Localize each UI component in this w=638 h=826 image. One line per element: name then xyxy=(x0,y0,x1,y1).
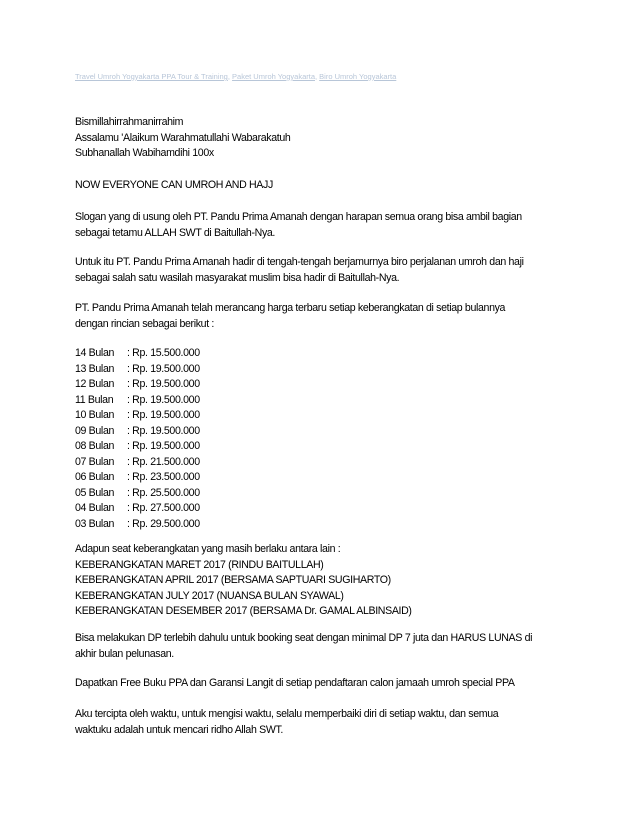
departure-item: KEBERANGKATAN DESEMBER 2017 (BERSAMA Dr. GAMAL ALBINSAID) xyxy=(75,605,412,617)
price-amount: : Rp. 25.500.000 xyxy=(127,486,200,499)
price-row xyxy=(75,501,575,517)
price-amount: : Rp. 19.500.000 xyxy=(127,440,200,452)
paragraph-closing xyxy=(75,707,575,738)
price-duration: 12 Bulan xyxy=(75,378,115,390)
paragraph-dp xyxy=(75,631,575,662)
paragraph-pricing xyxy=(75,301,575,332)
greeting-line: Assalamu 'Alaikum Warahmatullahi Wabarakatuh xyxy=(75,131,291,144)
paragraph-slogan xyxy=(75,210,575,241)
header-link-travel[interactable]: Travel Umroh Yogyakarta PPA Tour & Training xyxy=(75,72,228,81)
price-duration: 13 Bulan xyxy=(75,362,115,375)
paragraph-line: Untuk itu PT. Pandu Prima Amanah hadir di tengah-tengah berjamurnya biro perjalanan umroh dan haji xyxy=(75,256,524,268)
price-amount: : Rp. 27.500.000 xyxy=(127,502,200,514)
price-row xyxy=(75,408,575,424)
headline-text: NOW EVERYONE CAN UMROH AND HAJJ xyxy=(75,179,273,191)
price-duration: 10 Bulan xyxy=(75,409,115,421)
price-amount: : Rp. 19.500.000 xyxy=(127,362,200,375)
paragraph-line: sebagai salah satu wasilah masyarakat muslim bisa hadir di Baitullah-Nya. xyxy=(75,271,400,284)
departure-item: KEBERANGKATAN APRIL 2017 (BERSAMA SAPTUARI SUGIHARTO) xyxy=(75,574,391,586)
price-amount: : Rp. 23.500.000 xyxy=(127,471,200,483)
paragraph-intro xyxy=(75,255,575,286)
price-duration: 03 Bulan xyxy=(75,517,115,530)
departure-item: KEBERANGKATAN JULY 2017 (NUANSA BULAN SYAWAL) xyxy=(75,589,344,602)
price-duration: 14 Bulan xyxy=(75,347,115,359)
price-row xyxy=(75,486,575,502)
paragraph-line: dengan rincian sebagai berikut : xyxy=(75,317,214,330)
price-amount: : Rp. 19.500.000 xyxy=(127,393,200,406)
price-amount: : Rp. 29.500.000 xyxy=(127,517,200,530)
headline xyxy=(75,178,575,194)
price-amount: : Rp. 19.500.000 xyxy=(127,409,200,421)
price-duration: 08 Bulan xyxy=(75,440,115,452)
price-duration: 11 Bulan xyxy=(75,393,114,406)
price-row xyxy=(75,377,575,393)
price-duration: 06 Bulan xyxy=(75,471,115,483)
price-row xyxy=(75,424,575,440)
departure-item: KEBERANGKATAN MARET 2017 (RINDU BAITULLAH) xyxy=(75,558,324,571)
price-row xyxy=(75,439,575,455)
price-amount: : Rp. 21.500.000 xyxy=(127,455,200,468)
paragraph-bonus xyxy=(75,676,575,692)
price-duration: 05 Bulan xyxy=(75,486,115,499)
header-link-paket[interactable]: Paket Umroh Yogyakarta xyxy=(232,72,315,81)
greeting-line: Subhanallah Wabihamdihi 100x xyxy=(75,147,214,159)
paragraph-line: Slogan yang di usung oleh PT. Pandu Prima Amanah dengan harapan semua orang bisa ambil bagian xyxy=(75,211,522,223)
paragraph-line: Dapatkan Free Buku PPA dan Garansi Langit di setiap pendaftaran calon jamaah umroh special PPA xyxy=(75,677,515,689)
price-row xyxy=(75,517,575,533)
paragraph-line: sebagai tetamu ALLAH SWT di Baitullah-Nya. xyxy=(75,226,276,239)
price-row xyxy=(75,362,575,378)
greeting-block xyxy=(75,115,575,162)
price-duration: 07 Bulan xyxy=(75,455,115,468)
header-links: Travel Umroh Yogyakarta PPA Tour & Training, Paket Umroh Yogyakarta, Biro Umroh Yogyakarta xyxy=(75,72,397,81)
paragraph-line: akhir bulan pelunasan. xyxy=(75,647,174,660)
price-duration: 09 Bulan xyxy=(75,424,115,437)
price-amount: : Rp. 15.500.000 xyxy=(127,347,200,359)
price-row xyxy=(75,393,575,409)
price-row xyxy=(75,346,575,362)
paragraph-line: PT. Pandu Prima Amanah telah merancang harga terbaru setiap keberangkatan di setiap bulannya xyxy=(75,302,506,314)
departures-block xyxy=(75,542,575,620)
departures-intro: Adapun seat keberangkatan yang masih berlaku antara lain : xyxy=(75,543,341,555)
price-row xyxy=(75,455,575,471)
greeting-line: Bismillahirrahmanirrahim xyxy=(75,116,184,128)
paragraph-line: waktuku adalah untuk mencari ridho Allah SWT. xyxy=(75,723,284,736)
price-amount: : Rp. 19.500.000 xyxy=(127,424,200,437)
price-duration: 04 Bulan xyxy=(75,502,115,514)
header-link-biro[interactable]: Biro Umroh Yogyakarta xyxy=(319,72,397,81)
paragraph-line: Bisa melakukan DP terlebih dahulu untuk booking seat dengan minimal DP 7 juta dan HARUS LUNAS di xyxy=(75,632,533,644)
price-list xyxy=(75,346,575,532)
paragraph-line: Aku tercipta oleh waktu, untuk mengisi waktu, selalu memperbaiki diri di setiap waktu, dan semua xyxy=(75,708,499,720)
price-amount: : Rp. 19.500.000 xyxy=(127,378,200,390)
price-row xyxy=(75,470,575,486)
